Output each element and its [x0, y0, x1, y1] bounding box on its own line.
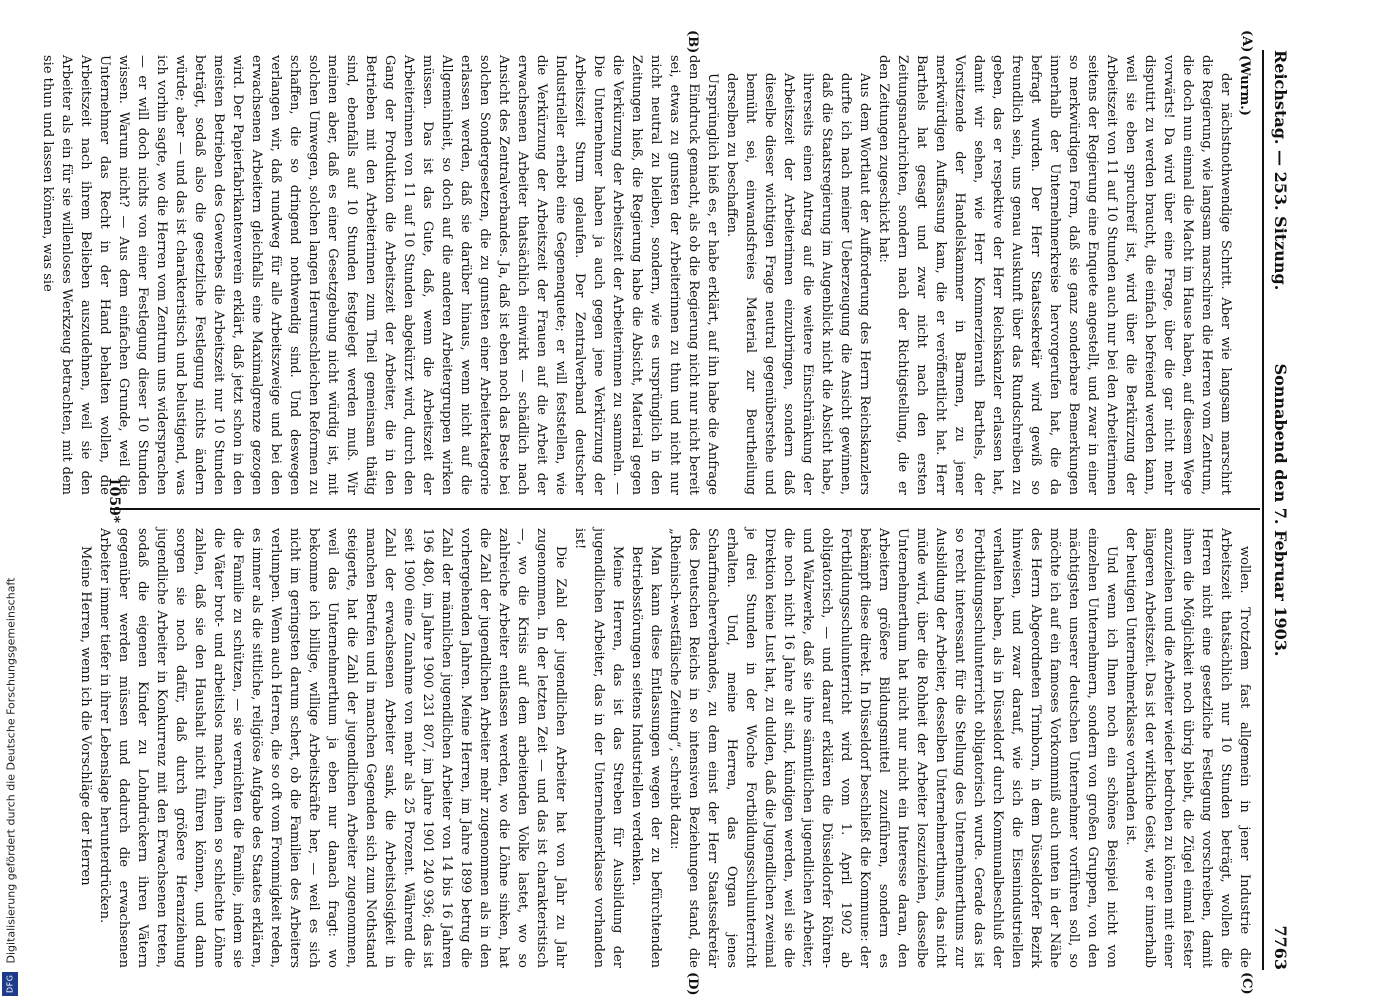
paragraph: Meine Herren, das ist das Streben für Ausbildung der jugendlichen Arbeiter, das in der Unternehmerklasse vorhanden ist!: [572, 528, 625, 968]
right-column: [76, 528, 1254, 968]
page-header: [1268, 50, 1290, 970]
header-page-number: 7763: [1271, 925, 1290, 970]
dfg-logo: DFG: [2, 972, 18, 996]
margin-mark-b: (B): [685, 30, 700, 54]
header-rule: [1262, 50, 1264, 970]
paragraph: Die Zahl der jugendlichen Arbeiter hat von Jahr zu Jahr zugenommen. In der letzten Zeit — und das ist charakteristisch —, wo die Krisis auf dem arbeitenden Volke lastet, wo so zahlreiche Arbeiter entlassen werden, wo die Löhne sinken, hat die Zahl der jugendlichen Arbeiter mehr zugenommen als in den vorhergehenden Jahren. Meine Herren, im Jahre 1899 betrug die Zahl der männlichen jugendlichen Arbeiter von 14 bis 16 Jahren 196 480, im Jahre 1900 231 807, im Jahre 1901 240 936; das ist seit 1900 eine Zunahme von mehr als 25 Prozent. Während die Zahl der erwachsenen Arbeiter sank, die Arbeitslosigkeit in manchen Berufen und in manchen Gegenden sich zum Nothstand steigerte, hat die Zahl der jugendlichen Arbeiter zugenommen, weil das Unternehmerthum ja eben nur danach fragt: wo bekomme ich billige, willige Arbeitskräfte her, — weil es sich nicht im geringsten darum schert, ob die Familien des Arbeiters verlumpen. Wenn auch Herren, die so oft vom Frommigkeit reden, es immer als die sittliche, religiöse Aufgabe des Staates erklären, die Familie zu schützen, — sie vernichten die Familie, indem sie die Väter brot- und arbeitslos machen, ihnen so schlechte Löhne zahlen, daß sie den Haushalt nicht führen können, und dann sorgen sie noch dafür, daß durch größere Heranziehung jugendliche Arbeiter in Konkurrenz mit den Erwachsenen treten, sodaß die eigenen Kinder zu Lohndrückern ihren Vätern gegenüber werden müssen und dadurch die erwachsenen Arbeiter immer tiefer in ihrer Lebenslage herunterdrücken.: [97, 528, 568, 968]
digitization-note: [0, 0, 22, 1000]
paragraph: Ursprünglich hieß es, er habe erklärt, auf ihn habe die Anfrage den Eindruck gemacht, als ob die Regierung nicht nur nicht bereit sei, etwas zu gunsten der Arbeiterinnen zu thun und nicht nur nicht neutral zu bleiben, sondern, wie es ursprünglich in den Zeitungen hieß, die Regierung habe die Absicht, Material gegen die Verkürzung der Arbeitszeit der Arbeiterinnen zu sammeln. — Die Unternehmer haben ja auch gegen jene Verkürzung der Arbeitszeit Sturm gelaufen. Der Zentralverband deutscher Industrieller erhebt eine Gegenenquete; er will feststellen, wie die Verkürzung der Arbeitszeit der Frauen auf die Arbeit der erwachsenen Arbeiter thatsächlich einwirkt — schädlich nach Ansicht des Zentralverbandes. Ja, daß ist eben noch das Beste bei solchen Sondergesetzen, die zu gunsten einer Arbeiterkategorie erlassen werden, daß sie darüber hinaus, wenn nicht auf die Allgemeinheit, so doch auf die anderen Arbeitergruppen wirken müssen. Das ist das Gute, daß, wenn die Arbeitszeit der Arbeiterinnen von 11 auf 10 Stunden abgekürzt wird, durch den Gang der Produktion die Arbeitszeit der Arbeiter, die in den Betrieben mit den Arbeiterinnen zum Theil gemeinsam thätig sind, ebenfalls auf 10 Stunden festgelegt werden muß. Wir meinen aber, daß es einer Gesetzgebung nicht würdig ist, mit solchen Umwegen, solchen langen Herumschleichen Reformen zu schaffen, die so dringend nothwendig sind. Und deswegen verlangen wir, daß rundweg für alle Arbeitszweige und bei den erwachsenen Arbeitern gleichfalls eine Maximalgrenze gezogen wird. Der Papierfabrikantenverein erklärt, daß jetzt schon in den meisten Betrieben des Gewerbes die Arbeitszeit nur 10 Stunden beträgt, sodaß also die gesetzliche Festlegung nichts ändern würde; aber — und das ist charakteristisch und belustigend, was ich vorhin sagte, wo die Herren vom Zentrum uns widersprachen — er will doch nichts von einer Festlegung dieser 10 Stunden wissen. Warum nicht? — Aus dem einfachen Grunde, weil die Unternehmer das Recht in der Hand behalten wollen, die Arbeitszeit nach ihrem Belieben auszudehnen, weil sie den Arbeiter als ein für sie willenloses Werkzeug betrachten, mit dem sie thun und lassen können, was sie: [40, 55, 720, 495]
speaker-name: (Wurm.): [1237, 55, 1252, 116]
margin-mark-c: (C): [1239, 972, 1254, 995]
header-left: Reichstag. — 253. Sitzung.: [1271, 50, 1290, 291]
paragraph: Meine Herren, wenn ich die Vorschläge der Herren: [78, 546, 93, 886]
left-column: [38, 55, 1254, 495]
page-code: 1059*: [106, 476, 122, 524]
quoted-paragraph: Man kann diese Entlassungen wegen der zu befürchtenden Betriebsstörungen seitens Industriellen verdenken.: [629, 546, 663, 968]
margin-mark-a: (A): [1239, 30, 1254, 53]
header-date: Sonnabend den 7. Februar 1903.: [1271, 363, 1290, 657]
column-divider: [110, 508, 1260, 510]
paragraph: der nächstnothwendige Schritt. Aber wie langsam marschirt die Regierung, wie langsam marschiren die Herren vom Zentrum, die doch nun einmal die Macht im Hause haben, auf diesem Wege vorwärts! Da wird über eine Frage, über die gar nicht mehr disputirt zu werden braucht, die einfach befreiend werden kann, weil sie eben spruchreif ist, wird über die Berkürzung der Arbeitszeit von 11 auf 10 Stunden auch nur bei den Arbeiterinnen seitens der Regierung eine Enquete angestellt, und zwar in einer so merkwürdigen Form, daß sie ganz sonderbare Bemerkungen innerhalb der Unternehmerkreise hervorgerufen hat, die da befragt wurden. Der Herr Staatssekretär wird gewiß so freundlich sein, uns genau Auskunft über das Rundschreiben zu geben, das er respektive der Herr Reichskanzler erlassen hat, damit wir sehen, wie Herr Kommerzienrath Barthels, der Vorsitzende der Handelskammer in Barmen, zu jener merkwürdigen Auffassung kam, die er veröffentlicht hat. Herr Barthels hat gesagt und zwar nicht nach den ersten Zeitungsnachrichten, sondern nach der Richtigstellung, die er den Zeitungen zugeschickt hat:: [876, 55, 1233, 495]
paragraph: wollen. Trotzdem fast allgemein in jener Industrie die Arbeitszeit thatsächlich nur 10 Stunden beträgt, wollen die Herren nicht eine gesetzliche Festlegung vorschreiben, damit ihnen die Möglichkeit noch übrig bleibt, die Zügel einmal fester anzuziehen und die Arbeiter wieder bedrohen zu können mit einer längeren Arbeitszeit. Das ist der wirkliche Geist, wie er innerhalb der heutigen Unternehmerklasse vorhanden ist.: [1123, 528, 1252, 968]
paragraph: Und wenn ich Ihnen noch ein schönes Beispiel nicht von einzelnen Unternehmern, sondern von großen Gruppen, von den mächtigsten unserer deutschen Unternehmer vorführen soll, so möchte ich auf ein famoses Vorkommniß auch unten in der Nähe des Herrn Abgeordneten Trimborn, in dem Düsseldorfer Bezirk hinweisen, und zwar darauf, wie sich die Eisenindustriellen verhalten haben, als in Düsseldorf durch Kommunalbeschluß der Fortbildungsschulunterricht obligatorisch wurde. Gerade das ist so recht interessant für die Stellung des Unternehmerthums zur Ausbildung der Arbeiter, desselben Unternehmerthums, das nicht müde wird, über die Rohheit der Arbeiter loszuziehen, dasselbe Unternehmerthum hat nicht nur nicht ein Interesse daran, den Arbeitern größere Bildungsmittel zuzuführen, sondern es bekämpft diese direkt. In Düsseldorf beschließt die Kommune: der Fortbildungsschulunterricht wird vom 1. April 1902 ab obligatorisch, — und darauf erklären die Düsseldorfer Röhren- und Walzwerke, daß sie ihre sämmtlichen jugendlichen Arbeiter, die noch nicht 16 Jahre alt sind, kündigen werden, weil sie die Direktion keine Lust hat, zu dulden, daß die Jugendlichen zweimal je drei Stunden in der Woche Fortbildungsschulunterricht erhalten. Und, meine Herren, das Organ jenes Scharfmacherverbandes, zu dem einst der Herr Staatssekretär des Deutschen Reichs in so intensiven Beziehungen stand, die „Rheinisch-westfälische Zeitung“, schreibt dazu:: [667, 528, 1119, 968]
scanned-page: [40, 0, 1310, 1000]
margin-mark-d: (D): [685, 972, 700, 996]
quoted-paragraph: Aus dem Wortlaut der Aufforderung des Herrn Reichskanzlers durfte ich nach meiner Ueberzeugung die Ansicht gewinnen, daß die Staatsregierung im Augenblick nicht die Absicht habe, ihrerseits einen Antrag auf die weitere Einschränkung der Arbeitszeit der Arbeiterinnen einzubringen, sondern daß dieselbe dieser wichtigen Frage neutral gegenüberstehe und bemüht sei, einwandsfreies Material zur Beurtheilung derselben zu beschaffen.: [724, 73, 872, 495]
digitization-note-text: Digitalisierung gefördert durch die Deutsche Forschungsgemeinschaft: [4, 577, 18, 964]
